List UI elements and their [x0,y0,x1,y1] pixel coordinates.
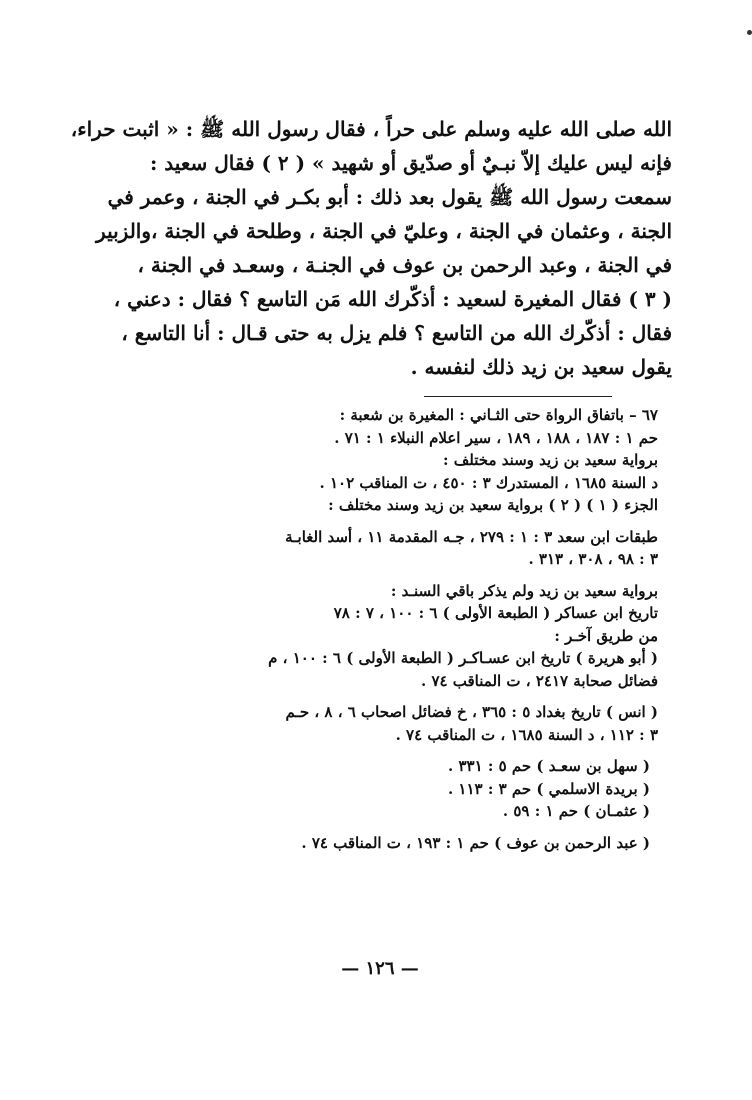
footnote-line: ( انس ) تاريخ بغداد ٥ : ٣٦٥ ، خ فضائل اصحاب ٦ ، ٨ ، حـم [285,703,658,721]
main-text-line: سمعت رسول الله ﷺ يقول بعد ذلك : أبو بكـر في الجنة ، وعمر في [107,185,672,209]
footnote-block [140,755,658,823]
footnote-line: ٦٧ – باتفاق الرواة حتى الثـاني : المغيرة بن شعبة : [339,406,658,424]
footnote-block [140,580,658,693]
footnote-block [140,526,658,571]
footnote-block [140,404,658,517]
footnote-line: من طريق آخـر : [554,626,658,645]
footnote-line: طبقات ابن سعد ٣ : ١ : ٢٧٩ ، جـه المقدمة ١١ ، أسد الغابـة [285,527,658,546]
footnote-line: فضائل صحابة ٢٤١٧ ، ت المناقب ٧٤ . [420,671,658,690]
footnote-line: حم ١ : ١٨٧ ، ١٨٨ ، ١٨٩ ، سير اعلام النبلاء ١ : ٧١ . [334,428,658,447]
footnote-line: د السنة ١٦٨٥ ، المستدرك ٣ : ٤٥٠ ، ت المناقب ١٠٢ . [319,473,658,492]
main-text-line: فإنه ليس عليك إلاّ نبـيٌ أو صدّيق أو شهيد » ( ٢ ) فقال سعيد : [149,151,672,175]
footnote-line: الجزء ( ١ ) ( ٢ ) برواية سعيد بن زيد وسند مختلف : [328,496,658,514]
footnote-line: ( عبد الرحمن بن عوف ) حم ١ : ١٩٣ ، ت المناقب ٧٤ . [301,833,650,852]
footnote-line: برواية سعيد بن زيد ولم يذكر باقي السنـد : [390,581,658,600]
footnotes [140,404,658,863]
footnote-line: تاريخ ابن عساكر ( الطبعة الأولى ) ٦ : ١٠٠ ، ٧ : ٧٨ [333,604,658,622]
footnote-line: ( سهل بن سعـد ) حم ٥ : ٣٣١ . [448,757,650,775]
page-number: — ١٢٦ — [341,958,419,979]
main-text [70,112,672,384]
main-text-line: ( ٣ ) فقال المغيرة لسعيد : أذكّرك الله مَن التاسع ؟ فقال : دعني ، [113,287,672,311]
main-text-line: الجنة ، وعثمان في الجنة ، وعليّ في الجنة ، وطلحة في الجنة ،والزبير [96,219,672,243]
scan-speck [747,30,752,35]
main-text-line: فقال : أذكّرك الله من التاسع ؟ فلم يزل به حتى قـال : أنا التاسع ، [121,321,672,345]
main-text-line: في الجنة ، وعبد الرحمن بن عوف في الجنـة ، وسعـد في الجنة ، [137,253,672,277]
footnote-line: ٣ : ٩٨ ، ٣٠٨ ، ٣١٣ . [528,550,658,568]
footnote-line: برواية سعيد بن زيد وسند مختلف : [443,451,658,469]
footnote-divider [424,396,612,397]
footnote-block [140,701,658,746]
footnote-line: ( عثمـان ) حم ١ : ٥٩ . [502,802,650,820]
footnote-block [140,832,658,855]
main-text-line: الله صلى الله عليه وسلم على حراً ، فقال رسول الله ﷺ : « اثبت حراء، [70,117,672,141]
footnote-line: ٣ : ١١٢ ، د السنة ١٦٨٥ ، ت المناقب ٧٤ . [395,725,658,744]
footnote-line: ( أبو هريرة ) تاريخ ابن عسـاكـر ( الطبعة الأولى ) ٦ : ١٠٠ ، م [268,649,658,667]
footnote-line: ( بريدة الاسلمي ) حم ٣ : ١١٣ . [447,779,650,798]
main-text-line: يقول سعيد بن زيد ذلك لنفسه . [410,355,672,379]
